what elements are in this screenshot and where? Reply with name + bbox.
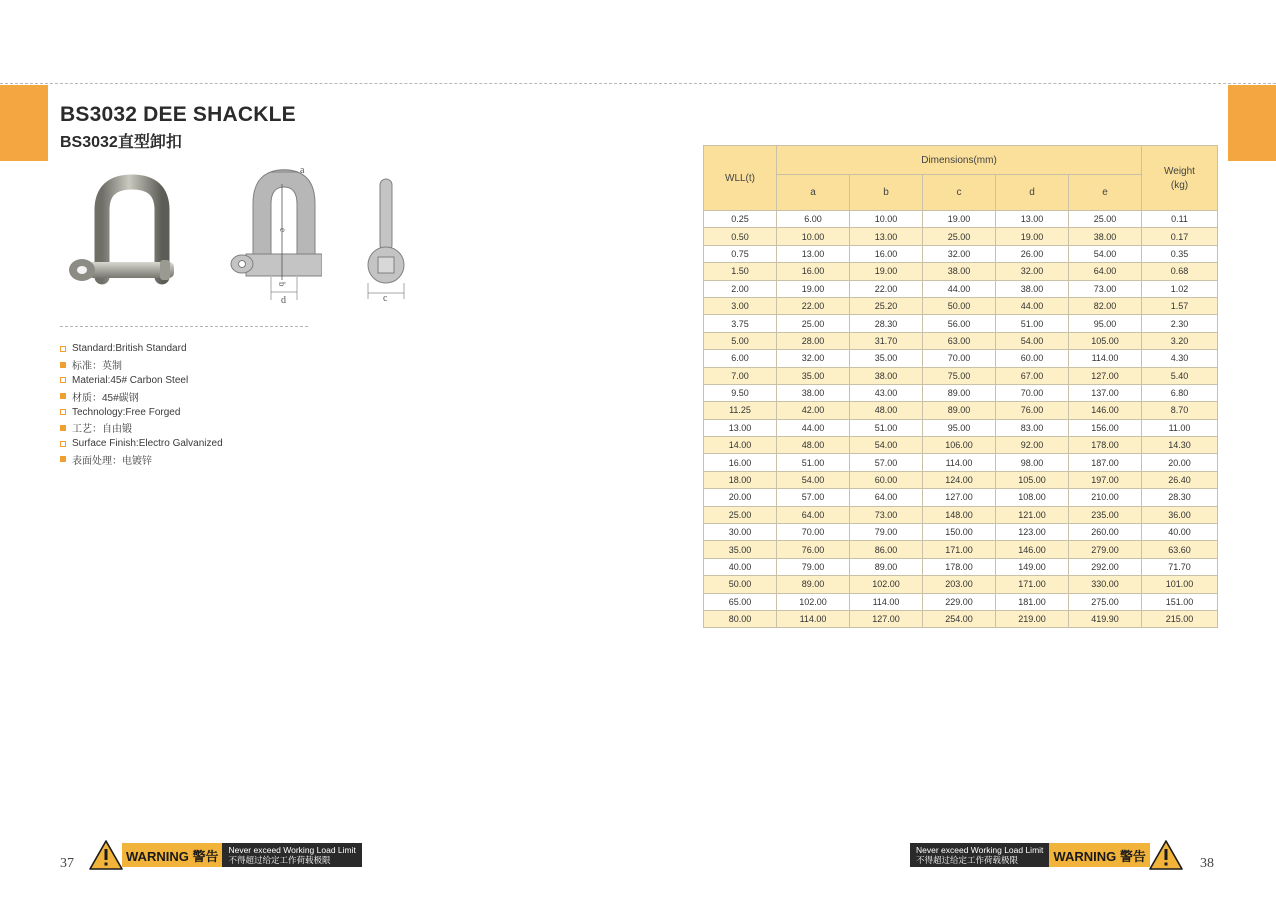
table-cell: 114.00	[777, 610, 850, 627]
table-row	[704, 524, 1218, 541]
table-cell: 44.00	[996, 297, 1069, 314]
dim-label-c: c	[383, 293, 388, 303]
table-cell: 60.00	[996, 350, 1069, 367]
spec-item	[60, 436, 223, 452]
table-cell: 82.00	[1069, 297, 1142, 314]
side-view-diagram	[362, 175, 414, 303]
table-cell: 254.00	[923, 610, 996, 627]
table-cell: 149.00	[996, 558, 1069, 575]
top-dashed-rule	[0, 83, 1276, 84]
table-cell: 0.25	[704, 211, 777, 228]
table-row	[704, 506, 1218, 523]
table-cell: 146.00	[1069, 402, 1142, 419]
table-cell: 127.00	[850, 610, 923, 627]
table-cell: 148.00	[923, 506, 996, 523]
table-cell: 260.00	[1069, 524, 1142, 541]
table-cell: 6.00	[704, 350, 777, 367]
table-cell: 8.70	[1142, 402, 1218, 419]
table-cell: 44.00	[923, 280, 996, 297]
header-weight-unit: (kg)	[1170, 179, 1189, 191]
table-cell: 51.00	[996, 315, 1069, 332]
warning-label-block	[122, 843, 222, 867]
table-cell: 51.00	[777, 454, 850, 471]
spec-item	[60, 341, 223, 357]
table-cell: 95.00	[923, 419, 996, 436]
table-cell: 19.00	[996, 228, 1069, 245]
product-title: BS3032 DEE SHACKLE	[60, 103, 296, 126]
table-cell: 121.00	[996, 506, 1069, 523]
table-cell: 7.00	[704, 367, 777, 384]
table-cell: 1.50	[704, 263, 777, 280]
table-cell: 14.00	[704, 437, 777, 454]
table-cell: 19.00	[923, 211, 996, 228]
table-cell: 275.00	[1069, 593, 1142, 610]
table-cell: 1.02	[1142, 280, 1218, 297]
table-cell: 279.00	[1069, 541, 1142, 558]
table-cell: 0.68	[1142, 263, 1218, 280]
spec-item	[60, 357, 223, 373]
table-cell: 44.00	[777, 419, 850, 436]
table-cell: 30.00	[704, 524, 777, 541]
table-cell: 54.00	[777, 471, 850, 488]
warning-text-zh: 不得超过给定工作荷载极限	[228, 855, 331, 865]
warning-triangle-icon-right	[1148, 839, 1184, 871]
bullet-icon	[60, 346, 66, 352]
spec-text: 工艺：自由锻	[72, 424, 132, 436]
table-cell: 76.00	[996, 402, 1069, 419]
header-wll: WLL(t)	[704, 146, 777, 211]
table-cell: 137.00	[1069, 384, 1142, 401]
table-cell: 76.00	[777, 541, 850, 558]
table-cell: 11.25	[704, 402, 777, 419]
table-cell: 48.00	[777, 437, 850, 454]
table-cell: 22.00	[850, 280, 923, 297]
table-cell: 0.35	[1142, 245, 1218, 262]
table-cell: 92.00	[996, 437, 1069, 454]
table-cell: 40.00	[704, 558, 777, 575]
table-cell: 26.00	[996, 245, 1069, 262]
table-cell: 51.00	[850, 419, 923, 436]
table-cell: 63.60	[1142, 541, 1218, 558]
table-cell: 229.00	[923, 593, 996, 610]
table-cell: 64.00	[777, 506, 850, 523]
table-row	[704, 402, 1218, 419]
table-cell: 9.50	[704, 384, 777, 401]
table-row	[704, 471, 1218, 488]
table-cell: 16.00	[777, 263, 850, 280]
bullet-icon	[60, 425, 66, 431]
table-cell: 5.00	[704, 332, 777, 349]
table-cell: 26.40	[1142, 471, 1218, 488]
table-cell: 28.00	[777, 332, 850, 349]
table-cell: 108.00	[996, 489, 1069, 506]
table-cell: 14.30	[1142, 437, 1218, 454]
table-cell: 35.00	[704, 541, 777, 558]
bullet-icon	[60, 393, 66, 399]
table-row	[704, 541, 1218, 558]
spec-text: 标准：英制	[72, 361, 122, 373]
table-cell: 4.30	[1142, 350, 1218, 367]
header-dim-c: c	[923, 175, 996, 211]
table-cell: 105.00	[1069, 332, 1142, 349]
table-cell: 156.00	[1069, 419, 1142, 436]
dim-label-d: d	[281, 295, 286, 306]
table-cell: 123.00	[996, 524, 1069, 541]
bullet-icon	[60, 441, 66, 447]
table-cell: 181.00	[996, 593, 1069, 610]
table-cell: 102.00	[850, 576, 923, 593]
table-cell: 13.00	[704, 419, 777, 436]
table-cell: 124.00	[923, 471, 996, 488]
table-cell: 13.00	[777, 245, 850, 262]
table-row	[704, 280, 1218, 297]
table-cell: 25.20	[850, 297, 923, 314]
table-row	[704, 489, 1218, 506]
table-cell: 25.00	[777, 315, 850, 332]
table-cell: 16.00	[704, 454, 777, 471]
warning-message-box	[222, 843, 361, 867]
table-row	[704, 332, 1218, 349]
table-cell: 5.40	[1142, 367, 1218, 384]
table-cell: 54.00	[996, 332, 1069, 349]
table-cell: 22.00	[777, 297, 850, 314]
table-cell: 10.00	[850, 211, 923, 228]
table-row	[704, 558, 1218, 575]
table-cell: 38.00	[777, 384, 850, 401]
header-dim-d: d	[996, 175, 1069, 211]
table-cell: 54.00	[1069, 245, 1142, 262]
table-cell: 16.00	[850, 245, 923, 262]
table-cell: 95.00	[1069, 315, 1142, 332]
table-cell: 71.70	[1142, 558, 1218, 575]
table-cell: 25.00	[704, 506, 777, 523]
bullet-icon	[60, 409, 66, 415]
front-view-diagram	[226, 162, 322, 307]
table-cell: 64.00	[850, 489, 923, 506]
table-cell: 50.00	[923, 297, 996, 314]
table-cell: 28.30	[850, 315, 923, 332]
table-cell: 3.00	[704, 297, 777, 314]
right-orange-tab	[1228, 85, 1276, 161]
table-cell: 79.00	[777, 558, 850, 575]
table-cell: 98.00	[996, 454, 1069, 471]
table-row	[704, 350, 1218, 367]
table-cell: 70.00	[777, 524, 850, 541]
table-cell: 187.00	[1069, 454, 1142, 471]
table-cell: 35.00	[850, 350, 923, 367]
table-cell: 31.70	[850, 332, 923, 349]
table-cell: 70.00	[923, 350, 996, 367]
table-cell: 57.00	[777, 489, 850, 506]
table-cell: 0.75	[704, 245, 777, 262]
table-cell: 19.00	[777, 280, 850, 297]
table-cell: 171.00	[996, 576, 1069, 593]
table-cell: 38.00	[1069, 228, 1142, 245]
table-cell: 3.20	[1142, 332, 1218, 349]
table-cell: 0.17	[1142, 228, 1218, 245]
table-row	[704, 263, 1218, 280]
table-cell: 127.00	[923, 489, 996, 506]
table-cell: 13.00	[850, 228, 923, 245]
table-row	[704, 297, 1218, 314]
table-cell: 35.00	[777, 367, 850, 384]
table-cell: 3.75	[704, 315, 777, 332]
dim-label-e: e	[278, 228, 288, 232]
table-cell: 2.00	[704, 280, 777, 297]
bullet-icon	[60, 456, 66, 462]
warning-text-en: Never exceed Working Load Limit	[228, 845, 356, 855]
table-cell: 330.00	[1069, 576, 1142, 593]
table-cell: 20.00	[1142, 454, 1218, 471]
warning-left	[88, 838, 362, 872]
header-dim-a: a	[777, 175, 850, 211]
table-cell: 0.50	[704, 228, 777, 245]
dim-label-a: a	[300, 165, 305, 176]
table-cell: 75.00	[923, 367, 996, 384]
table-cell: 6.80	[1142, 384, 1218, 401]
table-cell: 101.00	[1142, 576, 1218, 593]
table-cell: 18.00	[704, 471, 777, 488]
spec-item	[60, 452, 223, 468]
warning-label: WARNING 警告	[126, 848, 219, 864]
table-cell: 64.00	[1069, 263, 1142, 280]
table-cell: 146.00	[996, 541, 1069, 558]
table-cell: 106.00	[923, 437, 996, 454]
table-cell: 38.00	[850, 367, 923, 384]
spec-divider	[60, 326, 308, 327]
table-cell: 38.00	[996, 280, 1069, 297]
left-orange-tab	[0, 85, 48, 161]
table-cell: 2.30	[1142, 315, 1218, 332]
table-cell: 6.00	[777, 211, 850, 228]
table-cell: 73.00	[1069, 280, 1142, 297]
spec-text: 表面处理：电镀锌	[72, 455, 152, 467]
table-cell: 20.00	[704, 489, 777, 506]
table-cell: 40.00	[1142, 524, 1218, 541]
table-cell: 65.00	[704, 593, 777, 610]
warning-triangle-icon	[88, 839, 124, 871]
table-cell: 36.00	[1142, 506, 1218, 523]
page-number-left: 37	[60, 856, 74, 871]
table-cell: 89.00	[923, 402, 996, 419]
header-weight-label: Weight	[1164, 165, 1195, 177]
table-cell: 57.00	[850, 454, 923, 471]
table-cell: 215.00	[1142, 610, 1218, 627]
table-cell: 171.00	[923, 541, 996, 558]
table-cell: 89.00	[923, 384, 996, 401]
table-cell: 127.00	[1069, 367, 1142, 384]
warning-message-box-right	[910, 843, 1049, 867]
table-cell: 178.00	[1069, 437, 1142, 454]
table-cell: 83.00	[996, 419, 1069, 436]
table-cell: 42.00	[777, 402, 850, 419]
table-cell: 86.00	[850, 541, 923, 558]
header-dim-b: b	[850, 175, 923, 211]
table-row	[704, 454, 1218, 471]
table-cell: 102.00	[777, 593, 850, 610]
table-cell: 43.00	[850, 384, 923, 401]
header-weight	[1142, 146, 1218, 211]
table-cell: 25.00	[923, 228, 996, 245]
table-row	[704, 367, 1218, 384]
table-cell: 48.00	[850, 402, 923, 419]
table-cell: 50.00	[704, 576, 777, 593]
table-cell: 32.00	[923, 245, 996, 262]
bullet-icon	[60, 362, 66, 368]
table-cell: 56.00	[923, 315, 996, 332]
table-cell: 80.00	[704, 610, 777, 627]
table-cell: 114.00	[850, 593, 923, 610]
table-cell: 1.57	[1142, 297, 1218, 314]
table-cell: 235.00	[1069, 506, 1142, 523]
header-dim-e: e	[1069, 175, 1142, 211]
table-cell: 105.00	[996, 471, 1069, 488]
shackle-photo	[62, 172, 182, 302]
bullet-icon	[60, 377, 66, 383]
header-dimensions: Dimensions(mm)	[777, 146, 1142, 175]
spec-item	[60, 388, 223, 404]
table-cell: 32.00	[996, 263, 1069, 280]
spec-list	[60, 341, 223, 467]
table-cell: 150.00	[923, 524, 996, 541]
table-cell: 419.90	[1069, 610, 1142, 627]
table-row	[704, 245, 1218, 262]
table-cell: 60.00	[850, 471, 923, 488]
table-cell: 67.00	[996, 367, 1069, 384]
warning-right	[910, 838, 1184, 872]
table-cell: 178.00	[923, 558, 996, 575]
table-row	[704, 211, 1218, 228]
table-cell: 73.00	[850, 506, 923, 523]
table-row	[704, 437, 1218, 454]
table-cell: 203.00	[923, 576, 996, 593]
table-cell: 19.00	[850, 263, 923, 280]
warning-label-right: WARNING 警告	[1053, 848, 1146, 864]
table-cell: 292.00	[1069, 558, 1142, 575]
table-row	[704, 419, 1218, 436]
table-cell: 0.11	[1142, 211, 1218, 228]
table-cell: 114.00	[923, 454, 996, 471]
table-row	[704, 384, 1218, 401]
table-cell: 89.00	[850, 558, 923, 575]
spec-text: Surface Finish:Electro Galvanized	[72, 438, 223, 450]
spec-item	[60, 404, 223, 420]
table-cell: 54.00	[850, 437, 923, 454]
table-row	[704, 610, 1218, 627]
dim-label-b: b	[277, 282, 287, 287]
table-cell: 63.00	[923, 332, 996, 349]
table-cell: 219.00	[996, 610, 1069, 627]
spec-text: 材质：45#碳钢	[72, 392, 139, 404]
spec-item	[60, 420, 223, 436]
spec-text: Technology:Free Forged	[72, 406, 181, 418]
table-cell: 151.00	[1142, 593, 1218, 610]
table-cell: 197.00	[1069, 471, 1142, 488]
spec-item	[60, 373, 223, 389]
table-row	[704, 315, 1218, 332]
table-row	[704, 228, 1218, 245]
spec-text: Material:45# Carbon Steel	[72, 374, 189, 386]
table-cell: 25.00	[1069, 211, 1142, 228]
table-cell: 38.00	[923, 263, 996, 280]
spec-text: Standard:British Standard	[72, 343, 187, 355]
table-cell: 28.30	[1142, 489, 1218, 506]
warning-label-block-right	[1049, 843, 1149, 867]
warning-text-zh-right: 不得超过给定工作荷载极限	[916, 855, 1019, 865]
table-cell: 11.00	[1142, 419, 1218, 436]
table-row	[704, 593, 1218, 610]
table-cell: 70.00	[996, 384, 1069, 401]
page-number-right: 38	[1200, 856, 1214, 871]
warning-text-en-right: Never exceed Working Load Limit	[916, 845, 1044, 855]
table-cell: 13.00	[996, 211, 1069, 228]
dimensions-table	[703, 145, 1218, 628]
table-cell: 89.00	[777, 576, 850, 593]
table-row	[704, 576, 1218, 593]
product-title-chinese: BS3032直型卸扣	[60, 134, 182, 151]
table-cell: 10.00	[777, 228, 850, 245]
table-cell: 210.00	[1069, 489, 1142, 506]
table-cell: 114.00	[1069, 350, 1142, 367]
table-cell: 32.00	[777, 350, 850, 367]
table-cell: 79.00	[850, 524, 923, 541]
